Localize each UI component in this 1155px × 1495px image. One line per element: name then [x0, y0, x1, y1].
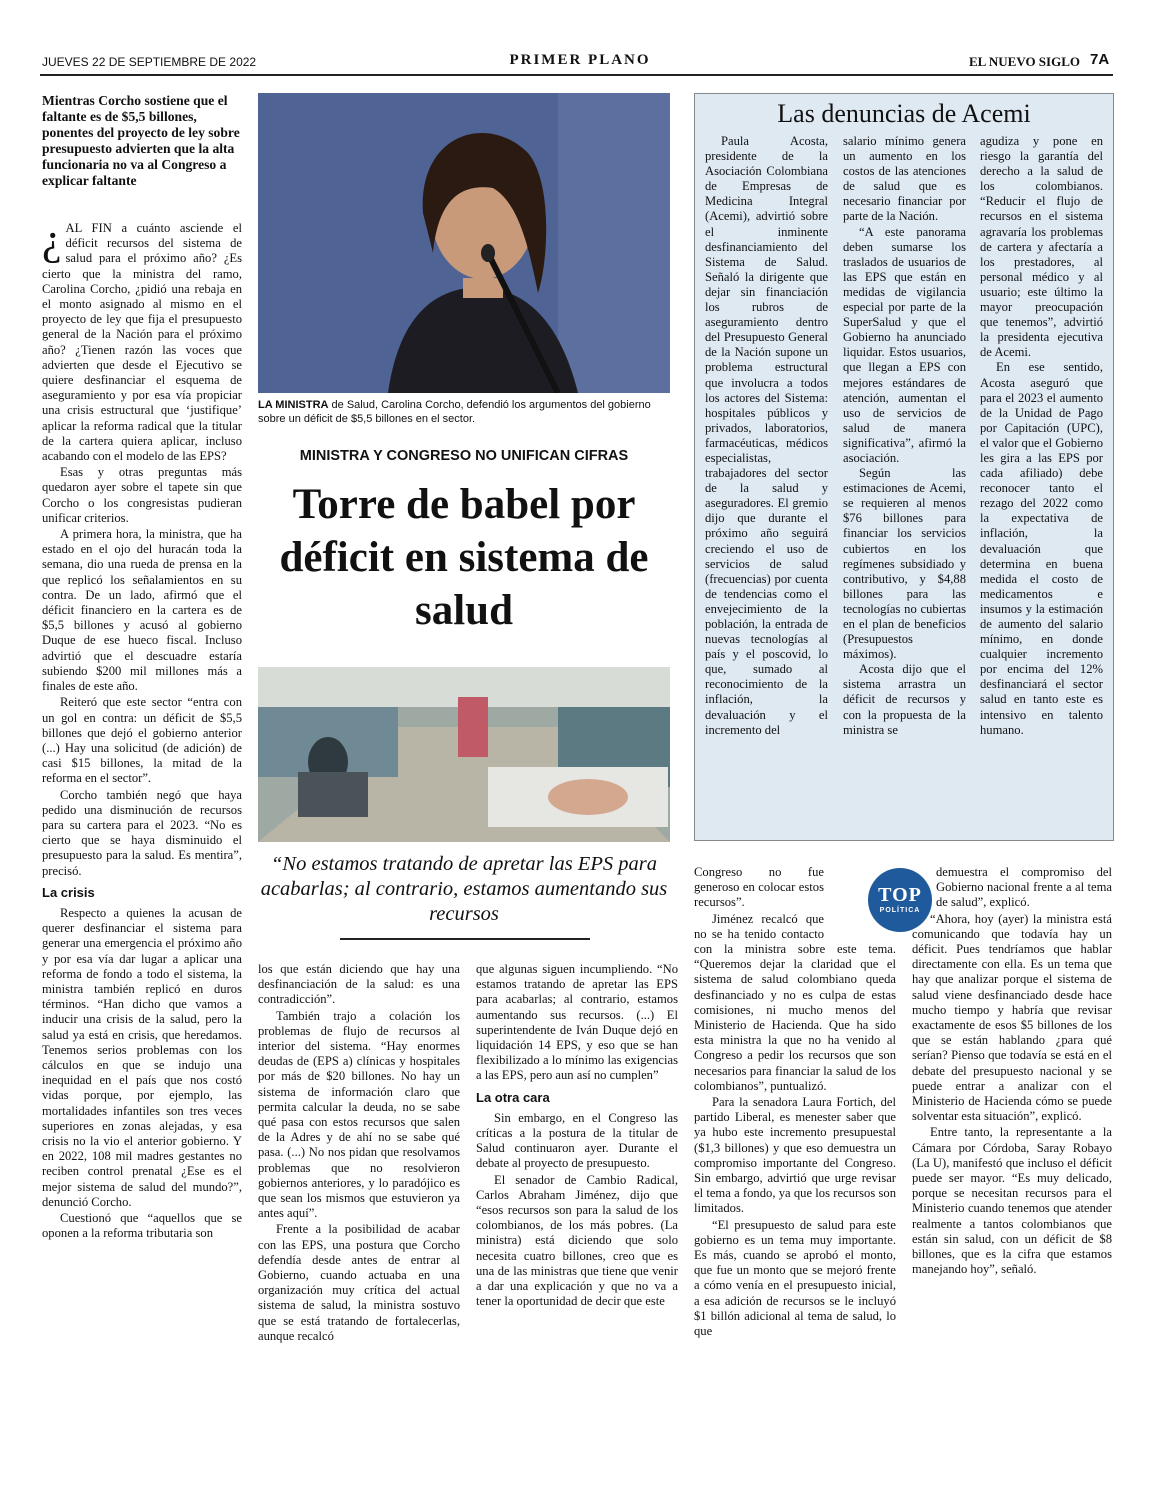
article-para [42, 215, 242, 464]
article-para: Cuestionó que “aquellos que se oponen a la reforma tributaria son [42, 1211, 242, 1241]
article-para: que algunas siguen incumpliendo. “No estamos tratando de apretar las EPS para acabarlas; al contrario, estamos aumentando sus recursos. (...) El superintendente de Iván Duque dejó en liquidación 14 EPS, y eso que se han flexibilizado a lo mínimo las exigencias a las EPS, pero aun así no cumplen” [476, 962, 678, 1083]
article-col-2 [258, 962, 460, 1345]
article-para: Frente a la posibilidad de acabar con las EPS, una postura que Corcho defendía desde antes de entrar al Gobierno, cuando actuaba en una organización muy crítica del actual sistema de salud, la ministra sostuvo que se está tratando de fortalecerlas, aunque recalcó [258, 1222, 460, 1343]
header-rule [40, 74, 1113, 76]
sidebar-para: salario mínimo genera un aumento en los costos de las atenciones de salud que es necesario financiar por parte de la Nación. [843, 134, 966, 224]
article-para: los que están diciendo que hay una desfinanciación de la salud: es una contradicción”. [258, 962, 460, 1007]
sidebar-para: Acosta dijo que el sistema arrastra un déficit de recursos y con la propuesta de la ministra se [843, 662, 966, 737]
article-col-3 [476, 962, 678, 1310]
sidebar-col-1 [705, 134, 828, 738]
article-para: demuestra el compromiso del Gobierno nacional frente a al tema de salud”, explicó. [936, 865, 1112, 910]
article-col-1 [42, 215, 242, 1242]
article-para: El senador de Cambio Radical, Carlos Abraham Jiménez, dijo que “esos recursos son para la salud de los colombianos, de los más pobres. (La ministra) está diciendo que solo necesita cuatro billones, creo que es una de las ministras que tiene que venir a dar una explicación y que no va a tener la oportunidad de decir que este [476, 1172, 678, 1309]
article-para: También trajo a colación los problemas de flujo de recursos al interior del sistema. “Hay enormes deudas de (EPS a) clínicas y hospitales por más de $20 billones. No hay un sistema de información claro que permita calcular la deuda, no se sabe qué pasa con estos recursos que salen de la Adres y de ahí no se sabe qué pasa. (...) No nos pidan que resolvamos problemas que no resolvieron gobiernos anteriores, y lo paradójico es que sean los mismos que estuvieron ya antes aquí”. [258, 1008, 460, 1221]
article-para: “El presupuesto de salud para este gobierno es un tema muy importante. Es más, cuando se aprobó el monto, que fue un monto que se mejoró frente a cómo venía en el presupuesto inicial, a esa adición de recursos se le incluyó $1 billón adicional al tema de salud, lo que [694, 1217, 896, 1339]
subhead: La otra cara [476, 1089, 550, 1105]
sidebar-para: “A este panorama deben sumarse los traslados de usuarios de las EPS que están en medidas de vigilancia especial por parte de la SuperSalud y que el Gobierno ha anunciado liquidar. Estos usuarios, que llegan a EPS con mejores estándares de atención, aumentan el uso de servicios de salud de manera significativa”, afirmó la asociación. [843, 224, 966, 465]
photo-caption [258, 398, 670, 426]
minister-photo [258, 93, 670, 393]
article-para: Reiteró que este sector “entra con un gol en contra: un déficit de $5,5 billones que dejó el gobierno anterior (...) Hay una solicitud (de adición) de casi $15 billones, la mitad de la reforma en el sector”. [42, 695, 242, 786]
article-para-text: AL FIN a cuánto asciende el déficit recursos del sistema de salud para el próximo año? ¿Es cierto que la ministra del ramo, Carolina Corcho, ¿pidió una rebaja en el monto asignado al mismo en el proyecto de ley que fija el presupuesto general de la Nación para el próximo año? ¿Tienen razón las voces que advierten que desde el Ejecutivo se quiere desfinanciar el esquema de aseguramiento y por esa vía propiciar una crisis estructural que ‘justifique’ aplicar la reforma radical que la titular de la cartera quiera aplicar, incluso acabando con el modelo de las EPS? [42, 221, 242, 464]
header-section: PRIMER PLANO [509, 52, 651, 68]
article-para: Esas y otras preguntas más quedaron ayer sobre el tapete sin que Corcho o los congresistas pudieran unificar criterios. [42, 465, 242, 525]
subhead: La crisis [42, 884, 95, 900]
article-para: Sin embargo, en el Congreso las críticas a la postura de la titular de Salud continuaron ayer. Durante el debate al proyecto de presupuesto. [476, 1110, 678, 1171]
article-para: Congreso no fue generoso en colocar estos recursos”. [694, 865, 824, 910]
article-para: A primera hora, la ministra, que ha estado en el ojo del huracán toda la semana, dio una rueda de prensa en la que replicó los señalamientos en su contra. De un lado, afirmó que el déficit financiero en la cartera es de $5,5 billones y acusó al gobierno Duque de ese hueco fiscal. Incluso advirtió que el descuadre estaría subiendo $200 mil millones más a finales de este año. [42, 527, 242, 694]
article-col-5 [912, 865, 1112, 1278]
sidebar-col-2 [843, 134, 966, 738]
article-para: Corcho también negó que haya pedido una disminución de recursos para su cartera para el 2023. “No es cierto que se haya disminuido el presupuesto para la salud. Es mentira”, precisó. [42, 787, 242, 878]
sidebar-para: En ese sentido, Acosta aseguró que para el 2023 el aumento de la Unidad de Pago por Capitación (UPC), el valor que el Gobierno les gira a las EPS por cada afiliado) debe reconocer tanto el rezago del 2022 como la expectativa de inflación, la devaluación que determina en buena medida el costo de medicamentos e insumos y la estimación de aumento del salario mínimo, en donde cualquier incremento por encima del 12% desfinanciará el sector salud en tanto este es intensivo en talento humano. [980, 360, 1103, 737]
article-para: Entre tanto, la representante a la Cámara por Córdoba, Saray Robayo (La U), manifestó que incluso el déficit puede ser mayor. “Es muy delicado, porque se necesitan recursos para el Ministerio cuando tenemos que atender realmente a tantos colombianos que están sin salud, con un déficit de $8 billones, que es la cifra que estamos manejando hoy”, señaló. [912, 1125, 1112, 1277]
sidebar-para: agudiza y pone en riesgo la garantía del derecho a la salud de los colombianos. “Reducir el flujo de recursos en el sistema agravaría los problemas de cartera y afectaría a los prestadores, al personal médico y al usuario; este último la mayor preocupación que tenemos”, advirtió la presidenta ejecutiva de Acemi. [980, 134, 1103, 360]
sidebar-para: Según las estimaciones de Acemi, se requieren al menos $76 billones para financiar los servicios cubiertos en los regímenes subsidiado y contributivo, y $4,88 billones para las tecnologías no cubiertas en el plan de beneficios (Presupuestos máximos). [843, 466, 966, 662]
hospital-illustration [258, 667, 670, 842]
article-para: Para la senadora Laura Fortich, del partido Liberal, es menester saber que ya hubo este incremento presupuestal ($1,3 billones) y que eso demuestra un compromiso importante del Congreso. Sin embargo, advirtió que urge revisar el tema a fondo, ya que los recursos son limitados. [694, 1095, 896, 1216]
caption-text: de Salud, Carolina Corcho, defendió los argumentos del gobierno sobre un déficit de $5,5 billones en el sector. [258, 399, 651, 425]
headline: Torre de babel por déficit en sistema de salud [279, 481, 649, 634]
top-badge-big: TOP [878, 884, 922, 906]
sidebar-box [694, 93, 1114, 841]
article-para: “Ahora, hoy (ayer) la ministra está comunicando que todavía hay un déficit. Pues tendríamos que hablar directamente con ella. Es un tema que hay que analizar porque el sistema de salud viene desfinanciado desde hace mucho tiempo y habría que revisar exactamente de esos $5 billones de los que se están hablando ¿para qué serían? Pienso que todavía se está en el debate del presupuesto nacional y se puede entrar a analizar con el Ministerio de Hacienda cómo se puede solventar esta situación”, explicó. [912, 911, 1112, 1124]
article-para: Jiménez recalcó que no se ha tenido contacto con la ministra sobre este tema. “Queremos dejar la claridad que el sistema de salud colombiano queda desfinanciado y no es culpa de estas comisiones, ni mucho menos del Ministerio de Hacienda. Que ha sido esta ministra la que no ha venido al Congreso a pedir los recursos que son necesarios para financiar la salud de los colombianos”, puntualizó. [694, 911, 896, 1093]
pull-quote: “No estamos tratando de apretar las EPS para acabarlas; al contrario, estamos aumentando sus recursos [260, 853, 668, 925]
article-col-4 [694, 865, 896, 1340]
lead-summary: Mientras Corcho sostiene que el faltante es de $5,5 billones, ponentes del proyecto de ley sobre presupuesto advierten que la alta funcionaria no va al Congreso a explicar faltante [42, 93, 240, 188]
header-date: JUEVES 22 DE SEPTIEMBRE DE 2022 [42, 55, 257, 69]
header-paper-name: EL NUEVO SIGLO [969, 54, 1080, 69]
kicker: MINISTRA Y CONGRESO NO UNIFICAN CIFRAS [299, 448, 629, 464]
header-page-number: 7A [1090, 51, 1110, 68]
minister-illustration [258, 93, 670, 393]
pull-quote-rule [340, 938, 590, 940]
sidebar-col-3 [980, 134, 1103, 738]
sidebar-para: Paula Acosta, presidente de la Asociación Colombiana de Empresas de Medicina Integral (Acemi), advirtió sobre el inminente desfinanciamiento del Sistema de Salud. Señaló la dirigente que dejar sin financiación los rubros de aseguramiento dentro del Presupuesto General de la Nación supone un problema estructural que involucra a todos los actores del Sistema: hospitales públicos y privados, laboratorios, farmacéuticas, médicos especialistas, trabajadores del sector de la salud y aseguradores. El gremio dijo que durante el próximo año seguirá creciendo el uso de servicios de salud (frecuencias) por cuenta de tendencias como el envejecimiento de la población, la entrada de nuevas tecnologías al país y el poscovid, lo que, sumado al reconocimiento de la inflación, la devaluación y el incremento del [705, 134, 828, 737]
drop-cap: ¿ [42, 215, 62, 264]
hospital-photo [258, 667, 670, 842]
sidebar-title: Las denuncias de Acemi [777, 99, 1031, 128]
article-para: Respecto a quienes la acusan de querer desfinanciar el sistema para generar una emergencia el próximo año y por esa vía dar lugar a aplicar una reforma de fondo a todo el sistema, la ministra también replicó en duros términos. “Han dicho que vamos a inducir una crisis de la salud, pero la salud ya está en crisis, que heredamos. Tenemos serios problemas con los cálculos en que se indujo una inequidad en el país que nos costó vidas porque, por ejemplo, las mortalidades infantiles son tres veces superiores en zonas alejadas, y esa crisis no la vio el anterior gobierno. Y en 2022, 108 mil madres gestantes no reciben control prenatal ¿Ese es el mejor sistema de salud del mundo?”, denunció Corcho. [42, 905, 242, 1209]
caption-lead: LA MINISTRA [258, 399, 329, 411]
top-badge-small: POLÍTICA [879, 907, 921, 914]
